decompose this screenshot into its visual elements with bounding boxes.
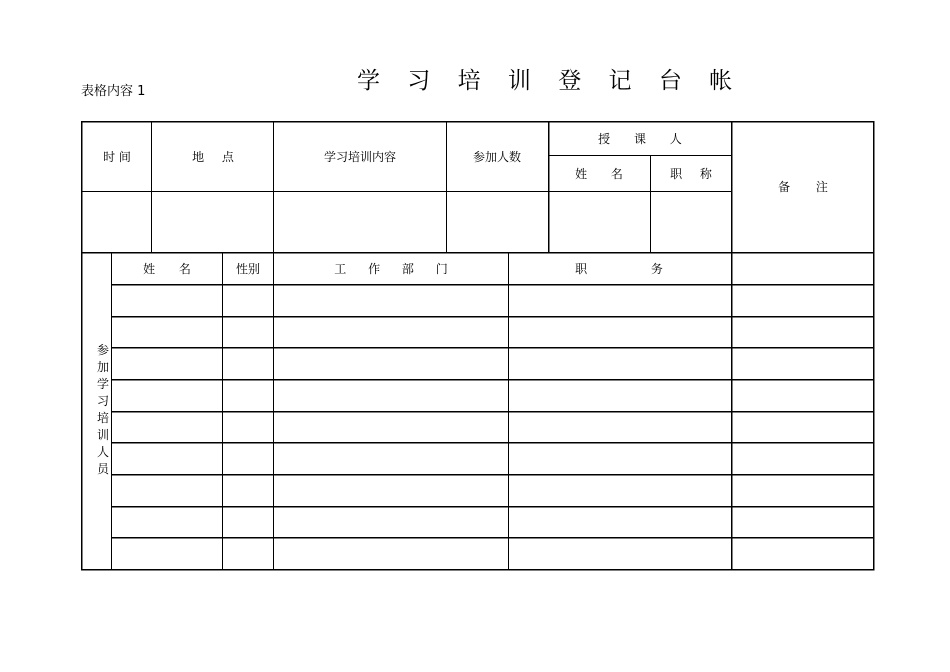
header-participant-name: 姓 名 xyxy=(143,262,191,276)
header-instructor: 授 课 人 xyxy=(598,132,682,146)
header-instructor-name: 姓 名 xyxy=(575,167,623,181)
header-participant-count: 参加人数 xyxy=(472,150,522,164)
table-content-label: 表格内容 1 xyxy=(81,84,146,99)
page-title: 学 习 培 训 登 记 台 帐 xyxy=(357,68,743,94)
header-time: 时 间 xyxy=(103,150,131,164)
header-training-content: 学习培训内容 xyxy=(323,150,397,164)
header-place: 地 点 xyxy=(192,150,234,164)
header-instructor-title: 职 称 xyxy=(670,167,712,181)
header-participant-position: 职 务 xyxy=(575,262,663,276)
header-participant-gender: 性别 xyxy=(235,262,261,276)
header-remarks: 备 注 xyxy=(778,180,828,194)
participants-side-label: 参加学习培训人员 xyxy=(96,343,109,476)
header-participant-department: 工 作 部 门 xyxy=(334,262,448,276)
